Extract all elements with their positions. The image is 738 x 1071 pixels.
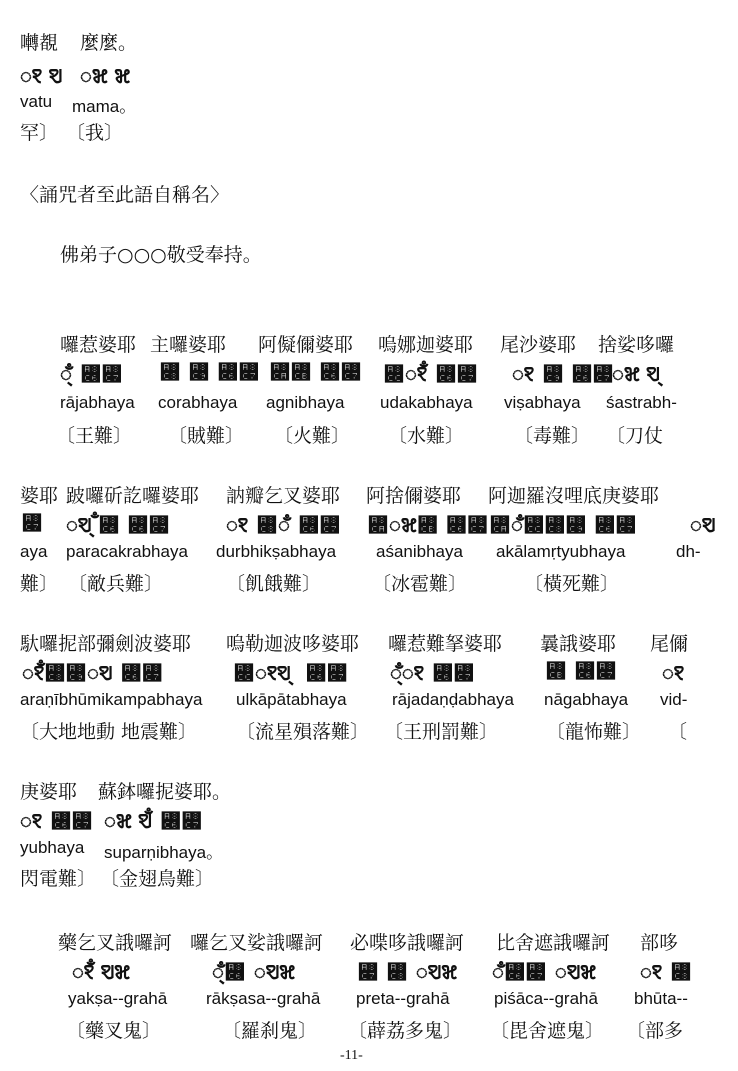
siddham-term: ꣊ꣃ꣋ ꣆꣇ (368, 513, 489, 537)
siddham-term: ꣊꣋ ꣆꣇ (270, 360, 362, 384)
siddham-term: ꣁꣅ꣈꣉ꣂ ꣆꣇ (22, 661, 164, 685)
roman-term: preta--grahā (356, 989, 450, 1008)
chinese-term: 必喋哆誐囉訶 (350, 932, 465, 954)
roman-term: piśāca--grahā (494, 989, 598, 1008)
chinese-term: 訥瓣乞叉婆耶 (226, 485, 341, 507)
chinese-vatu: 囀覩 (20, 32, 59, 54)
siddham-term: ꣃ ꣂꣅ ꣆꣇ (104, 809, 203, 833)
roman-term: agnibhaya (266, 393, 345, 412)
gloss-term: 〔大地地動 地震難〕 (20, 721, 198, 743)
roman-term: śastrabh- (606, 393, 677, 412)
gloss-term: 〔部多 (626, 1020, 684, 1042)
roman-term: durbhikṣabhaya (216, 542, 337, 561)
chinese-term: 尾沙婆耶 (500, 334, 577, 356)
chinese-term: 嗚勒迦波哆婆耶 (226, 633, 360, 655)
siddham-term: ꣊ꣅ꣌꣈꣉ ꣆꣇ (490, 513, 637, 537)
siddham-term: ꣁ ꣈ (640, 960, 692, 984)
chinese-term: 嗚娜迦婆耶 (378, 334, 474, 356)
chinese-term: 部哆 (640, 932, 679, 954)
gloss-term: 〔王難〕 (56, 425, 133, 447)
chinese-term: 跛囉斫訖囉婆耶 (66, 485, 200, 507)
roman-term: rājabhaya (60, 393, 135, 412)
siddham-term: ꣂ (690, 513, 717, 537)
siddham-term: ꣅ꣆꣇ ꣂꣃ (492, 960, 597, 984)
gloss-term: 〔冰雹難〕 (372, 573, 468, 595)
siddham-term: ꣁꣅ ꣂꣃ (72, 960, 131, 984)
roman-vatu: vatu (20, 92, 53, 111)
siddham-term: ꣁ ꣉ ꣆꣇ (512, 362, 614, 386)
chinese-term: 囉乞叉娑誐囉訶 (190, 932, 324, 954)
disciple-line: 佛弟子○○○敬受奉持。 (60, 244, 262, 266)
siddham-term: ꣁ ꣆꣇ (20, 809, 93, 833)
gloss-mama: 〔我〕 (66, 122, 124, 144)
gloss-term: 閃電難〕 (20, 868, 97, 890)
gloss-term: 〔毘舍遮鬼〕 (490, 1020, 605, 1042)
chinese-term: 阿儗儞婆耶 (258, 334, 354, 356)
chinese-term: 婆耶 (20, 485, 59, 507)
chinese-term: 尾儞 (650, 633, 689, 655)
roman-term: yakṣa--grahā (68, 989, 168, 1008)
roman-term: dh- (676, 542, 701, 561)
siddham-term: ꣈ ꣉ ꣆꣇ (160, 360, 260, 384)
siddham-term: ꣋ ꣆꣇ (546, 659, 617, 683)
chinese-term: 蘇鉢囉抳婆耶。 (98, 781, 232, 803)
roman-term: bhūta-- (634, 989, 688, 1008)
gloss-vatu: 罕〕 (20, 122, 59, 144)
gloss-term: 難〕 (20, 573, 59, 595)
chinese-mama: 麼麼。 (80, 32, 138, 54)
chinese-term: 庚婆耶 (20, 781, 78, 803)
gloss-term: 〔毒難〕 (514, 425, 591, 447)
roman-term: nāgabhaya (544, 690, 629, 709)
gloss-term: 〔龍怖難〕 (546, 721, 642, 743)
roman-term: rākṣasa--grahā (206, 989, 321, 1008)
instruction-note: 〈誦咒者至此語自稱名〉 (20, 184, 230, 206)
roman-term: aya (20, 542, 48, 561)
roman-term: viṣabhaya (504, 393, 581, 412)
siddham-term: ꣁ (662, 661, 686, 685)
gloss-term: 〔薜荔多鬼〕 (348, 1020, 463, 1042)
gloss-term: 〔流星殞落難〕 (236, 721, 370, 743)
chinese-term: 主囉婆耶 (150, 334, 227, 356)
siddham-term: ꣇ (22, 511, 43, 535)
siddham-term: ꣇ ꣈ ꣂꣃ (358, 960, 458, 984)
roman-term: vid- (660, 690, 688, 709)
page-number: -11- (340, 1048, 363, 1063)
siddham-term: ꣄ꣅ ꣆꣇ (60, 362, 123, 386)
gloss-term: 〔藥叉鬼〕 (66, 1020, 162, 1042)
gloss-term: 〔火難〕 (274, 425, 351, 447)
gloss-term: 〔刀仗 (606, 425, 664, 447)
roman-term: araṇībhūmikampabhaya (20, 690, 203, 709)
roman-term: aśanibhaya (376, 542, 463, 561)
chinese-term: 曩誐婆耶 (540, 633, 617, 655)
chinese-term: 阿迦羅沒哩底庚婆耶 (488, 485, 660, 507)
roman-term: corabhaya (158, 393, 238, 412)
gloss-term: 〔羅刹鬼〕 (222, 1020, 318, 1042)
chinese-term: 捨娑哆囉 (598, 334, 675, 356)
roman-mama: mama。 (72, 97, 137, 116)
siddham-mama: ꣃ ꣃ (80, 64, 131, 88)
roman-term: rājadaṇḍabhaya (392, 690, 514, 709)
siddham-term: ꣂ ꣄ꣅ꣆ ꣆꣇ (66, 513, 171, 537)
roman-term: yubhaya (20, 838, 85, 857)
roman-term: suparṇibhaya。 (104, 843, 224, 862)
chinese-term: 馱囉抳部彌劍波婆耶 (20, 633, 192, 655)
chinese-term: 囉惹難拏婆耶 (388, 633, 503, 655)
siddham-vatu: ꣁ ꣂ (20, 64, 64, 88)
chinese-term: 藥乞叉誐囉訶 (58, 932, 173, 954)
roman-term: paracakrabhaya (66, 542, 188, 561)
chinese-term: 囉惹婆耶 (60, 334, 137, 356)
siddham-term: ꣄ꣅꣁ ꣆꣇ (390, 661, 475, 685)
roman-term: akālamṛtyubhaya (496, 542, 626, 561)
gloss-term: 〔金翅鳥難〕 (100, 868, 215, 890)
siddham-term: ꣃ ꣂ ꣄ (612, 362, 668, 386)
roman-term: udakabhaya (380, 393, 473, 412)
gloss-term: 〔水難〕 (388, 425, 465, 447)
gloss-term: 〔王刑罰難〕 (384, 721, 499, 743)
gloss-term: 〔賊難〕 (168, 425, 245, 447)
gloss-term: 〔橫死難〕 (524, 573, 620, 595)
siddham-term: ꣁ ꣈ꣅ ꣆꣇ (226, 513, 341, 537)
gloss-term: 〔飢餓難〕 (226, 573, 322, 595)
chinese-term: 阿捨儞婆耶 (366, 485, 462, 507)
chinese-term: 比舍遮誐囉訶 (496, 932, 611, 954)
gloss-term: 〔敵兵難〕 (68, 573, 164, 595)
roman-term: ulkāpātabhaya (236, 690, 347, 709)
gloss-term: 〔 (668, 721, 688, 743)
siddham-term: ꣌ꣁꣂ ꣄ ꣆꣇ (234, 661, 349, 685)
siddham-term: ꣌ꣁꣅ ꣆꣇ (384, 362, 478, 386)
siddham-term: ꣄ꣅ꣆ ꣂꣃ (212, 960, 296, 984)
